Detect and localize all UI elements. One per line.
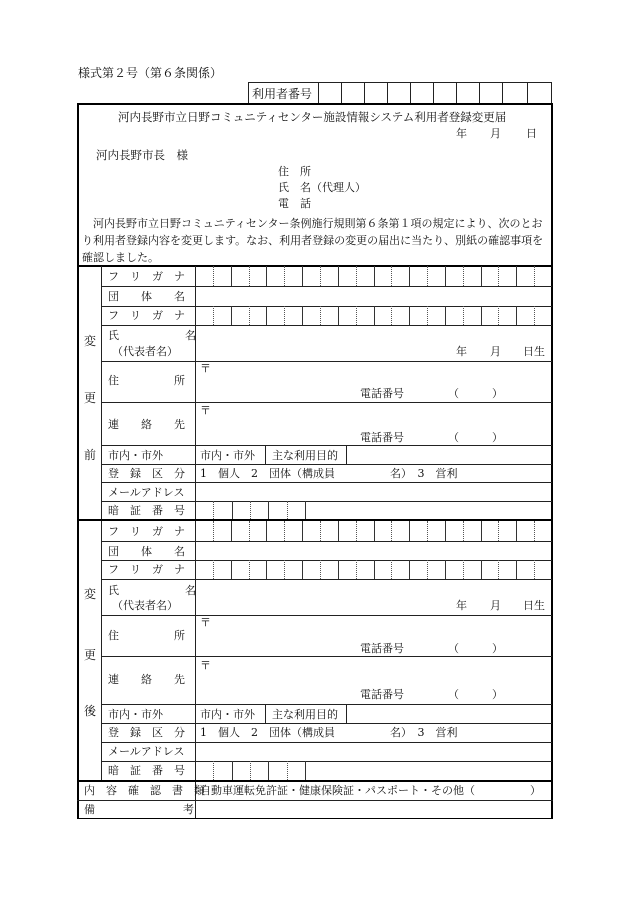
form-title: 河内長野市立日野コミュニティセンター施設情報システム利用者登録変更届 bbox=[118, 110, 507, 124]
before-address-postal: 〒 bbox=[200, 362, 211, 375]
grid-divider bbox=[374, 306, 375, 325]
grid-divider bbox=[213, 521, 214, 541]
grid-divider bbox=[213, 306, 214, 325]
before-pin-label: 暗 証 番 号 bbox=[108, 504, 185, 517]
before-birth-year: 年 bbox=[456, 345, 467, 358]
grid-divider bbox=[498, 266, 499, 286]
grid-divider bbox=[320, 560, 321, 579]
grid-divider bbox=[302, 306, 303, 325]
grid-divider bbox=[287, 761, 288, 780]
grid-divider bbox=[516, 560, 517, 579]
grid-divider bbox=[516, 306, 517, 325]
grid-divider bbox=[266, 521, 267, 541]
before-contact-label: 連 絡 先 bbox=[108, 418, 185, 431]
grid-divider bbox=[498, 306, 499, 325]
grid-divider bbox=[445, 560, 446, 579]
grid-divider bbox=[409, 306, 410, 325]
before-furigana-label: フ リ ガ ナ bbox=[108, 270, 185, 283]
grid-divider bbox=[249, 521, 250, 541]
after-email-label: メールアドレス bbox=[108, 745, 185, 758]
after-representative-label: （代表者名） bbox=[112, 599, 178, 612]
grid-divider bbox=[427, 521, 428, 541]
grid-divider bbox=[534, 521, 535, 541]
after-address-postal: 〒 bbox=[200, 616, 211, 629]
grid-divider bbox=[213, 501, 214, 519]
grid-divider bbox=[445, 266, 446, 286]
grid-divider bbox=[374, 266, 375, 286]
grid-divider bbox=[249, 266, 250, 286]
grid-divider bbox=[427, 266, 428, 286]
grid-divider bbox=[320, 306, 321, 325]
after-contact-phone-paren: （ ） bbox=[448, 688, 503, 701]
grid-divider bbox=[445, 306, 446, 325]
before-city-option[interactable]: 市内・市外 bbox=[200, 449, 255, 462]
after-contact-phone-label: 電話番号 bbox=[360, 688, 404, 701]
after-group-name-label: 団 体 名 bbox=[108, 545, 185, 558]
before-email-label: メールアドレス bbox=[108, 486, 185, 499]
before-birth-day: 日生 bbox=[523, 345, 545, 358]
applicant-phone-label: 電 話 bbox=[278, 197, 311, 210]
before-char-2: 更 bbox=[84, 391, 97, 405]
before-pin-grid[interactable] bbox=[195, 501, 323, 519]
after-city-option[interactable]: 市内・市外 bbox=[200, 708, 255, 721]
grid-divider bbox=[231, 306, 232, 325]
date-month: 月 bbox=[490, 127, 501, 140]
after-birth-month: 月 bbox=[490, 599, 501, 612]
after-address-label: 住 所 bbox=[108, 629, 185, 642]
after-contact-postal: 〒 bbox=[200, 659, 211, 672]
grid-divider bbox=[409, 560, 410, 579]
after-birth-year: 年 bbox=[456, 599, 467, 612]
grid-divider bbox=[302, 266, 303, 286]
remarks-label: 備 考 bbox=[84, 803, 194, 816]
date-year: 年 bbox=[456, 127, 467, 140]
before-contact-phone-label: 電話番号 bbox=[360, 431, 404, 444]
grid-divider bbox=[427, 306, 428, 325]
grid-divider bbox=[302, 560, 303, 579]
grid-divider bbox=[516, 521, 517, 541]
applicant-name-label: 氏 名（代理人） bbox=[278, 181, 366, 194]
after-birth-day: 日生 bbox=[523, 599, 545, 612]
grid-divider bbox=[463, 521, 464, 541]
grid-divider bbox=[284, 560, 285, 579]
addressee: 河内長野市長 様 bbox=[96, 148, 188, 162]
verification-options[interactable]: 自動車運転免許証・健康保険証・パスポート・その他（ ） bbox=[200, 784, 541, 797]
before-name-furigana-grid[interactable] bbox=[195, 306, 552, 325]
after-furigana-label: フ リ ガ ナ bbox=[108, 525, 185, 538]
grid-divider bbox=[374, 521, 375, 541]
after-pin-grid[interactable] bbox=[195, 761, 323, 780]
grid-divider bbox=[534, 306, 535, 325]
before-representative-label: （代表者名） bbox=[112, 345, 178, 358]
grid-divider bbox=[534, 266, 535, 286]
after-char-3: 後 bbox=[84, 704, 97, 718]
before-category-label: 登 録 区 分 bbox=[108, 467, 185, 480]
grid-divider bbox=[481, 306, 482, 325]
grid-divider bbox=[266, 560, 267, 579]
before-char-3: 前 bbox=[84, 448, 97, 462]
grid-divider bbox=[391, 306, 392, 325]
before-address-phone-paren: （ ） bbox=[448, 387, 503, 400]
before-purpose-label: 主な利用目的 bbox=[272, 449, 338, 462]
grid-divider bbox=[249, 306, 250, 325]
grid-divider bbox=[463, 560, 464, 579]
grid-divider bbox=[268, 761, 269, 780]
grid-divider bbox=[374, 560, 375, 579]
grid-divider bbox=[213, 266, 214, 286]
form-number: 様式第２号（第６条関係） bbox=[78, 66, 223, 80]
after-address-phone-label: 電話番号 bbox=[360, 642, 404, 655]
grid-divider bbox=[427, 560, 428, 579]
grid-divider bbox=[463, 306, 464, 325]
verification-label: 内 容 確 認 書 類 bbox=[84, 784, 205, 797]
before-address-phone-label: 電話番号 bbox=[360, 387, 404, 400]
before-contact-postal: 〒 bbox=[200, 404, 211, 417]
grid-divider bbox=[463, 266, 464, 286]
before-name-label: 氏 名 bbox=[108, 329, 196, 342]
grid-divider bbox=[231, 266, 232, 286]
grid-divider bbox=[213, 761, 214, 780]
after-name-furigana-label: フ リ ガ ナ bbox=[108, 563, 185, 576]
grid-divider bbox=[498, 560, 499, 579]
grid-divider bbox=[231, 560, 232, 579]
date-day: 日 bbox=[526, 127, 537, 140]
grid-divider bbox=[320, 521, 321, 541]
before-category-options[interactable]: 1 個人 2 団体（構成員 名） 3 営利 bbox=[200, 467, 458, 480]
before-group-name-label: 団 体 名 bbox=[108, 290, 185, 303]
grid-divider bbox=[481, 266, 482, 286]
after-furigana-grid[interactable] bbox=[195, 521, 552, 541]
grid-divider bbox=[338, 266, 339, 286]
grid-divider bbox=[481, 560, 482, 579]
after-char-1: 変 bbox=[84, 587, 97, 601]
grid-divider bbox=[391, 266, 392, 286]
applicant-address-label: 住 所 bbox=[278, 165, 311, 178]
grid-divider bbox=[287, 501, 288, 519]
grid-divider bbox=[391, 560, 392, 579]
grid-divider bbox=[249, 560, 250, 579]
grid-divider bbox=[534, 560, 535, 579]
grid-divider bbox=[445, 521, 446, 541]
grid-divider bbox=[305, 501, 306, 519]
grid-divider bbox=[409, 266, 410, 286]
grid-divider bbox=[284, 306, 285, 325]
grid-divider bbox=[231, 521, 232, 541]
after-purpose-label: 主な利用目的 bbox=[272, 708, 338, 721]
grid-divider bbox=[338, 560, 339, 579]
grid-divider bbox=[213, 560, 214, 579]
after-pin-label: 暗 証 番 号 bbox=[108, 764, 185, 777]
after-address-phone-paren: （ ） bbox=[448, 642, 503, 655]
before-address-label: 住 所 bbox=[108, 374, 185, 387]
grid-divider bbox=[284, 266, 285, 286]
grid-divider bbox=[516, 266, 517, 286]
grid-divider bbox=[356, 266, 357, 286]
grid-divider bbox=[268, 501, 269, 519]
after-category-label: 登 録 区 分 bbox=[108, 726, 185, 739]
before-char-1: 変 bbox=[84, 334, 97, 348]
grid-divider bbox=[250, 761, 251, 780]
after-name-label: 氏 名 bbox=[108, 584, 196, 597]
before-birth-month: 月 bbox=[490, 345, 501, 358]
after-city-label: 市内・市外 bbox=[108, 708, 163, 721]
grid-divider bbox=[305, 761, 306, 780]
before-contact-phone-paren: （ ） bbox=[448, 431, 503, 444]
after-contact-label: 連 絡 先 bbox=[108, 673, 185, 686]
grid-divider bbox=[320, 266, 321, 286]
grid-divider bbox=[409, 521, 410, 541]
after-char-2: 更 bbox=[84, 648, 97, 662]
after-category-options[interactable]: 1 個人 2 団体（構成員 名） 3 営利 bbox=[200, 726, 458, 739]
grid-divider bbox=[356, 560, 357, 579]
grid-divider bbox=[232, 761, 233, 780]
grid-divider bbox=[302, 521, 303, 541]
before-city-label: 市内・市外 bbox=[108, 449, 163, 462]
grid-divider bbox=[481, 521, 482, 541]
grid-divider bbox=[338, 306, 339, 325]
user-number-label: 利用者番号 bbox=[252, 87, 313, 101]
grid-divider bbox=[356, 306, 357, 325]
after-name-furigana-grid[interactable] bbox=[195, 560, 552, 579]
body-text: 河内長野市立日野コミュニティセンター条例施行規則第６条第１項の規定により、次のとおり利用者登録内容を変更します。なお、利用者登録の変更の届出に当たり、別紙の確認事項を確認しました。 bbox=[82, 217, 544, 264]
grid-divider bbox=[284, 521, 285, 541]
grid-divider bbox=[391, 521, 392, 541]
before-furigana-grid[interactable] bbox=[195, 266, 552, 286]
grid-divider bbox=[232, 501, 233, 519]
grid-divider bbox=[356, 521, 357, 541]
before-name-furigana-label: フ リ ガ ナ bbox=[108, 309, 185, 322]
grid-divider bbox=[338, 521, 339, 541]
grid-divider bbox=[250, 501, 251, 519]
grid-divider bbox=[266, 306, 267, 325]
grid-divider bbox=[266, 266, 267, 286]
grid-divider bbox=[498, 521, 499, 541]
